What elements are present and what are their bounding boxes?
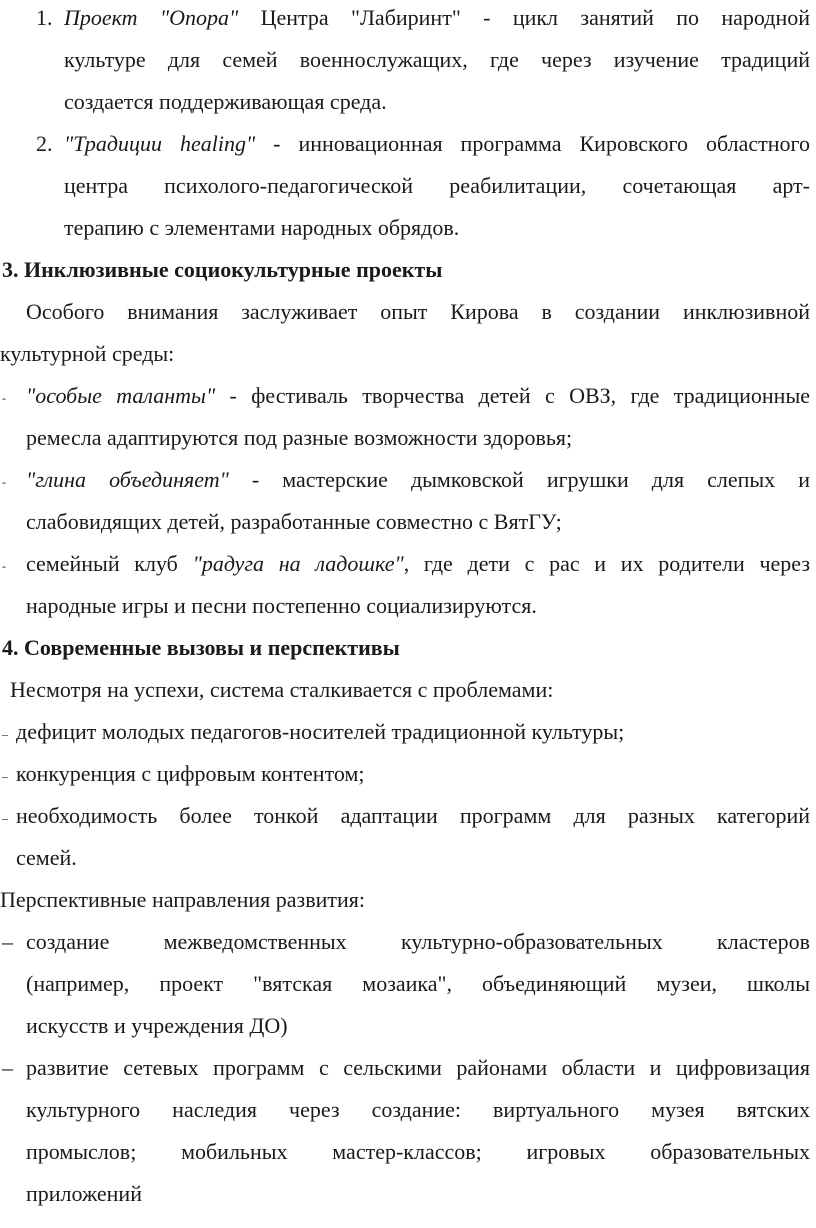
paragraph-line: культурной среды: (0, 341, 175, 366)
list-item-line: "глина объединяет" - мастерские дымковской игрушки для слепых и (26, 467, 810, 492)
list-dash: – (2, 1055, 13, 1080)
list-item-line: культурного наследия через создание: виртуального музея вятских (26, 1097, 810, 1122)
list-item-line: семей. (16, 845, 77, 870)
list-item-text: Центра "Лабиринт" - цикл занятий по народной (238, 5, 810, 30)
list-item-line: необходимость более тонкой адаптации программ для разных категорий (16, 803, 810, 828)
list-item-line: развитие сетевых программ с сельскими районами области и цифровизация (26, 1055, 810, 1080)
list-item-line (64, 131, 810, 157)
list-item-line: "особые таланты" - фестиваль творчества детей с ОВЗ, где традиционные (26, 383, 810, 408)
list-item-line: семейный клуб "радуга на ладошке", где дети с рас и их родители через (26, 551, 811, 576)
list-item-line (64, 5, 810, 31)
list-item-line: приложений (26, 1181, 142, 1206)
list-item-line: искусств и учреждения ДО) (26, 1013, 288, 1038)
list-item-line: культуре для семей военнослужащих, где через изучение традиций (64, 47, 810, 72)
section-heading: 3. Инклюзивные социокультурные проекты (2, 257, 443, 282)
list-dash: - (2, 391, 6, 405)
list-dash: – (2, 769, 8, 783)
section-heading: 4. Современные вызовы и перспективы (2, 635, 400, 660)
list-dash: – (2, 929, 13, 954)
list-item-line: создается поддерживающая среда. (64, 89, 387, 114)
list-item-text: - инновационная программа Кировского областного (255, 131, 810, 156)
project-title: "особые таланты" (26, 383, 216, 408)
list-item-line: центра психолого-педагогической реабилитации, сочетающая арт- (64, 173, 810, 198)
list-item-line: промыслов; мобильных мастер-классов; игровых образовательных (26, 1139, 810, 1164)
project-title: Проект "Опора" (64, 5, 239, 30)
list-number: 1. (36, 5, 53, 30)
list-item-line: конкуренция с цифровым контентом; (16, 761, 365, 786)
list-item-line: слабовидящих детей, разработанные совместно с ВятГУ; (26, 509, 562, 534)
list-dash: – (2, 811, 8, 825)
project-title: "радуга на ладошке" (192, 551, 404, 576)
project-title: "Традиции healing" (64, 131, 256, 156)
list-dash: - (2, 475, 6, 489)
list-dash: - (2, 559, 6, 573)
paragraph-line: Перспективные направления развития: (0, 887, 365, 912)
list-number: 2. (36, 131, 53, 156)
list-item-line: создание межведомственных культурно-образовательных кластеров (26, 929, 810, 954)
list-dash: – (2, 727, 8, 741)
paragraph-line: Несмотря на успехи, система сталкивается с проблемами: (10, 677, 554, 702)
list-item-line: терапию с элементами народных обрядов. (64, 215, 460, 240)
list-item-line: (например, проект "вятская мозаика", объединяющий музеи, школы (26, 971, 810, 996)
project-title: "глина объединяет" (26, 467, 229, 492)
list-item-line: дефицит молодых педагогов-носителей традиционной культуры; (16, 719, 625, 744)
list-item-line: ремесла адаптируются под разные возможности здоровья; (26, 425, 573, 450)
list-item-line: народные игры и песни постепенно социализируются. (26, 593, 537, 618)
paragraph-line: Особого внимания заслуживает опыт Кирова в создании инклюзивной (26, 299, 810, 324)
